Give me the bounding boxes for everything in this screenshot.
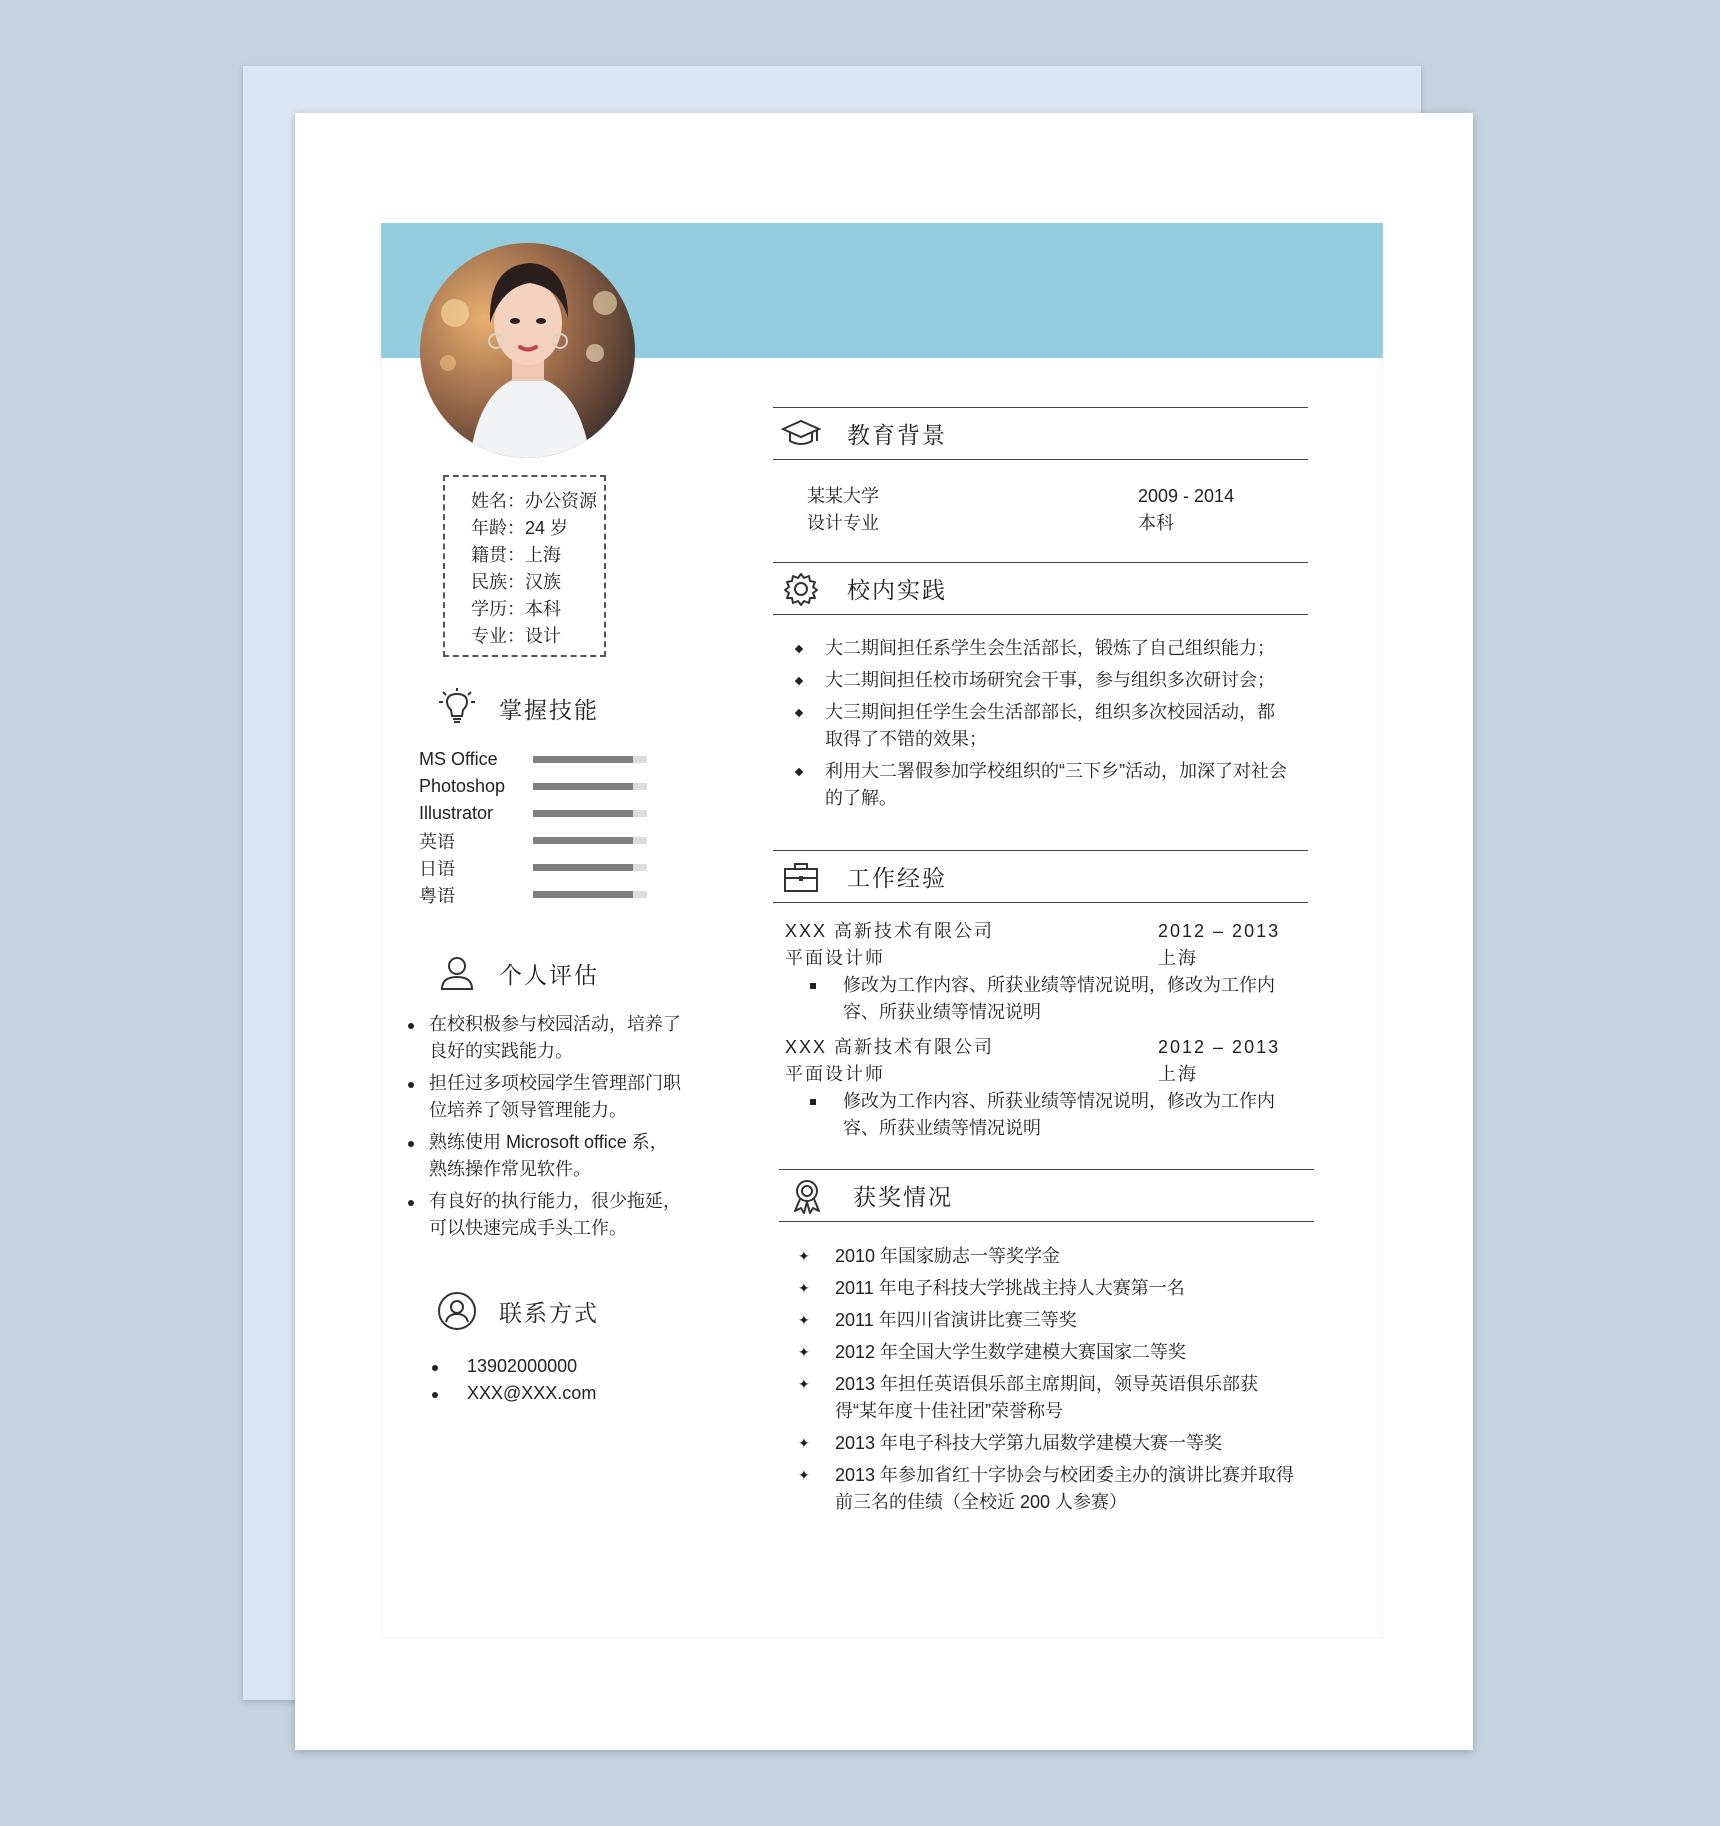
contact-email[interactable]: XXX@XXX.com <box>430 1380 596 1407</box>
campus-list <box>791 635 1291 817</box>
skills-heading <box>437 688 599 728</box>
self-eval-list <box>405 1011 685 1247</box>
personal-info-box <box>443 475 606 657</box>
info-major: 专业：设计 <box>471 626 561 646</box>
education-heading <box>773 407 1308 460</box>
award-medal-icon <box>787 1178 827 1214</box>
self-eval-title: 个人评估 <box>499 961 599 988</box>
skill-bar-fill <box>533 891 633 898</box>
avatar-photo <box>420 243 635 458</box>
skill-bar <box>533 756 647 763</box>
award-item: ✦ 2011 年四川省演讲比赛三等奖 <box>798 1307 1298 1334</box>
job-location: 上海 <box>1158 948 1198 968</box>
skill-bar <box>533 864 647 871</box>
contact-phone: 13902000000 <box>430 1353 596 1380</box>
lightbulb-icon <box>437 688 477 728</box>
award-item: ✦ 2010 年国家励志一等奖学金 <box>798 1243 1298 1270</box>
contact-heading <box>437 1291 599 1331</box>
info-education: 学历：本科 <box>471 599 561 619</box>
skill-row <box>419 746 659 773</box>
award-item: ✦ 2012 年全国大学生数学建模大赛国家二等奖 <box>798 1339 1298 1366</box>
skills-title: 掌握技能 <box>499 696 599 723</box>
resume-page <box>295 113 1473 1750</box>
skill-name: 粤语 <box>419 885 455 906</box>
contact-title: 联系方式 <box>499 1299 599 1326</box>
education-title: 教育背景 <box>847 422 947 448</box>
person-icon <box>437 953 477 993</box>
info-ethnicity: 民族：汉族 <box>471 572 561 592</box>
skills-list <box>419 746 659 908</box>
education-years: 2009 - 2014 <box>1138 486 1235 506</box>
skill-bar <box>533 837 647 844</box>
job-position: 平面设计师 <box>785 1064 885 1084</box>
contact-list <box>430 1353 596 1407</box>
work-title: 工作经验 <box>847 865 947 891</box>
awards-list <box>798 1243 1298 1521</box>
job-location: 上海 <box>1158 1064 1198 1084</box>
job-company: XXX 高新技术有限公司 <box>785 921 995 941</box>
job-period: 2012 – 2013 <box>1158 921 1281 941</box>
skill-row <box>419 800 659 827</box>
briefcase-icon <box>781 859 821 895</box>
award-item: ✦ 2013 年担任英语俱乐部主席期间，领导英语俱乐部获得“某年度十佳社团”荣誉称号 <box>798 1371 1298 1425</box>
award-item: ✦ 2011 年电子科技大学挑战主持人大赛第一名 <box>798 1275 1298 1302</box>
graduation-cap-icon <box>781 416 821 452</box>
self-eval-item: 有良好的执行能力，很少拖延，可以快速完成手头工作。 <box>405 1188 685 1242</box>
job-company: XXX 高新技术有限公司 <box>785 1037 995 1057</box>
job-period: 2012 – 2013 <box>1158 1037 1281 1057</box>
education-entry <box>807 483 1257 537</box>
skill-bar-fill <box>533 783 633 790</box>
skill-bar-fill <box>533 837 633 844</box>
award-item: ✦ 2013 年电子科技大学第九届数学建模大赛一等奖 <box>798 1430 1298 1457</box>
campus-item: 大三期间担任学生会生活部部长，组织多次校园活动，都取得了不错的效果； <box>791 699 1291 753</box>
campus-item: 大二期间担任校市场研究会干事，参与组织多次研讨会； <box>791 667 1291 694</box>
skill-bar <box>533 810 647 817</box>
portrait-illustration <box>420 243 635 458</box>
skill-bar <box>533 783 647 790</box>
contact-icon <box>437 1291 477 1331</box>
awards-title: 获奖情况 <box>853 1184 953 1210</box>
campus-title: 校内实践 <box>847 577 947 603</box>
work-heading <box>773 850 1308 903</box>
skill-row <box>419 773 659 800</box>
self-eval-item: 熟练使用 Microsoft office 系，熟练操作常见软件。 <box>405 1129 685 1183</box>
self-eval-item: 担任过多项校园学生管理部门职位培养了领导管理能力。 <box>405 1070 685 1124</box>
info-name: 姓名：办公资源 <box>471 491 597 511</box>
self-eval-item: 在校积极参与校园活动，培养了良好的实践能力。 <box>405 1011 685 1065</box>
skill-row <box>419 881 659 908</box>
campus-item: 利用大二署假参加学校组织的“三下乡”活动，加深了对社会的了解。 <box>791 758 1291 812</box>
award-item: ✦ 2013 年参加省红十字协会与校团委主办的演讲比赛并取得前三名的佳绩（全校近 200 人参赛） <box>798 1462 1298 1516</box>
skill-name: MS Office <box>419 749 498 769</box>
info-age: 年龄：24 岁 <box>471 518 569 538</box>
job-description: 修改为工作内容、所获业绩等情况说明，修改为工作内容、所获业绩等情况说明 <box>785 1088 1285 1142</box>
skill-name: 日语 <box>419 858 455 879</box>
skill-row <box>419 827 659 854</box>
awards-heading <box>779 1169 1314 1222</box>
self-eval-heading <box>437 953 599 993</box>
education-major: 设计专业 <box>807 513 879 533</box>
skill-name: Photoshop <box>419 776 506 796</box>
campus-heading <box>773 562 1308 615</box>
education-degree: 本科 <box>1138 513 1174 533</box>
skill-name: Illustrator <box>419 803 494 823</box>
skill-bar <box>533 891 647 898</box>
education-school: 某某大学 <box>807 486 879 506</box>
job-description: 修改为工作内容、所获业绩等情况说明，修改为工作内容、所获业绩等情况说明 <box>785 972 1285 1026</box>
skill-bar-fill <box>533 810 633 817</box>
skill-name: 英语 <box>419 831 455 852</box>
gear-icon <box>781 571 821 607</box>
job-position: 平面设计师 <box>785 948 885 968</box>
campus-item: 大二期间担任系学生会生活部长，锻炼了自己组织能力； <box>791 635 1291 662</box>
job-entry <box>785 918 1285 1026</box>
info-hometown: 籍贯：上海 <box>471 545 561 565</box>
job-entry <box>785 1034 1285 1142</box>
skill-bar-fill <box>533 756 633 763</box>
skill-row <box>419 854 659 881</box>
skill-bar-fill <box>533 864 633 871</box>
